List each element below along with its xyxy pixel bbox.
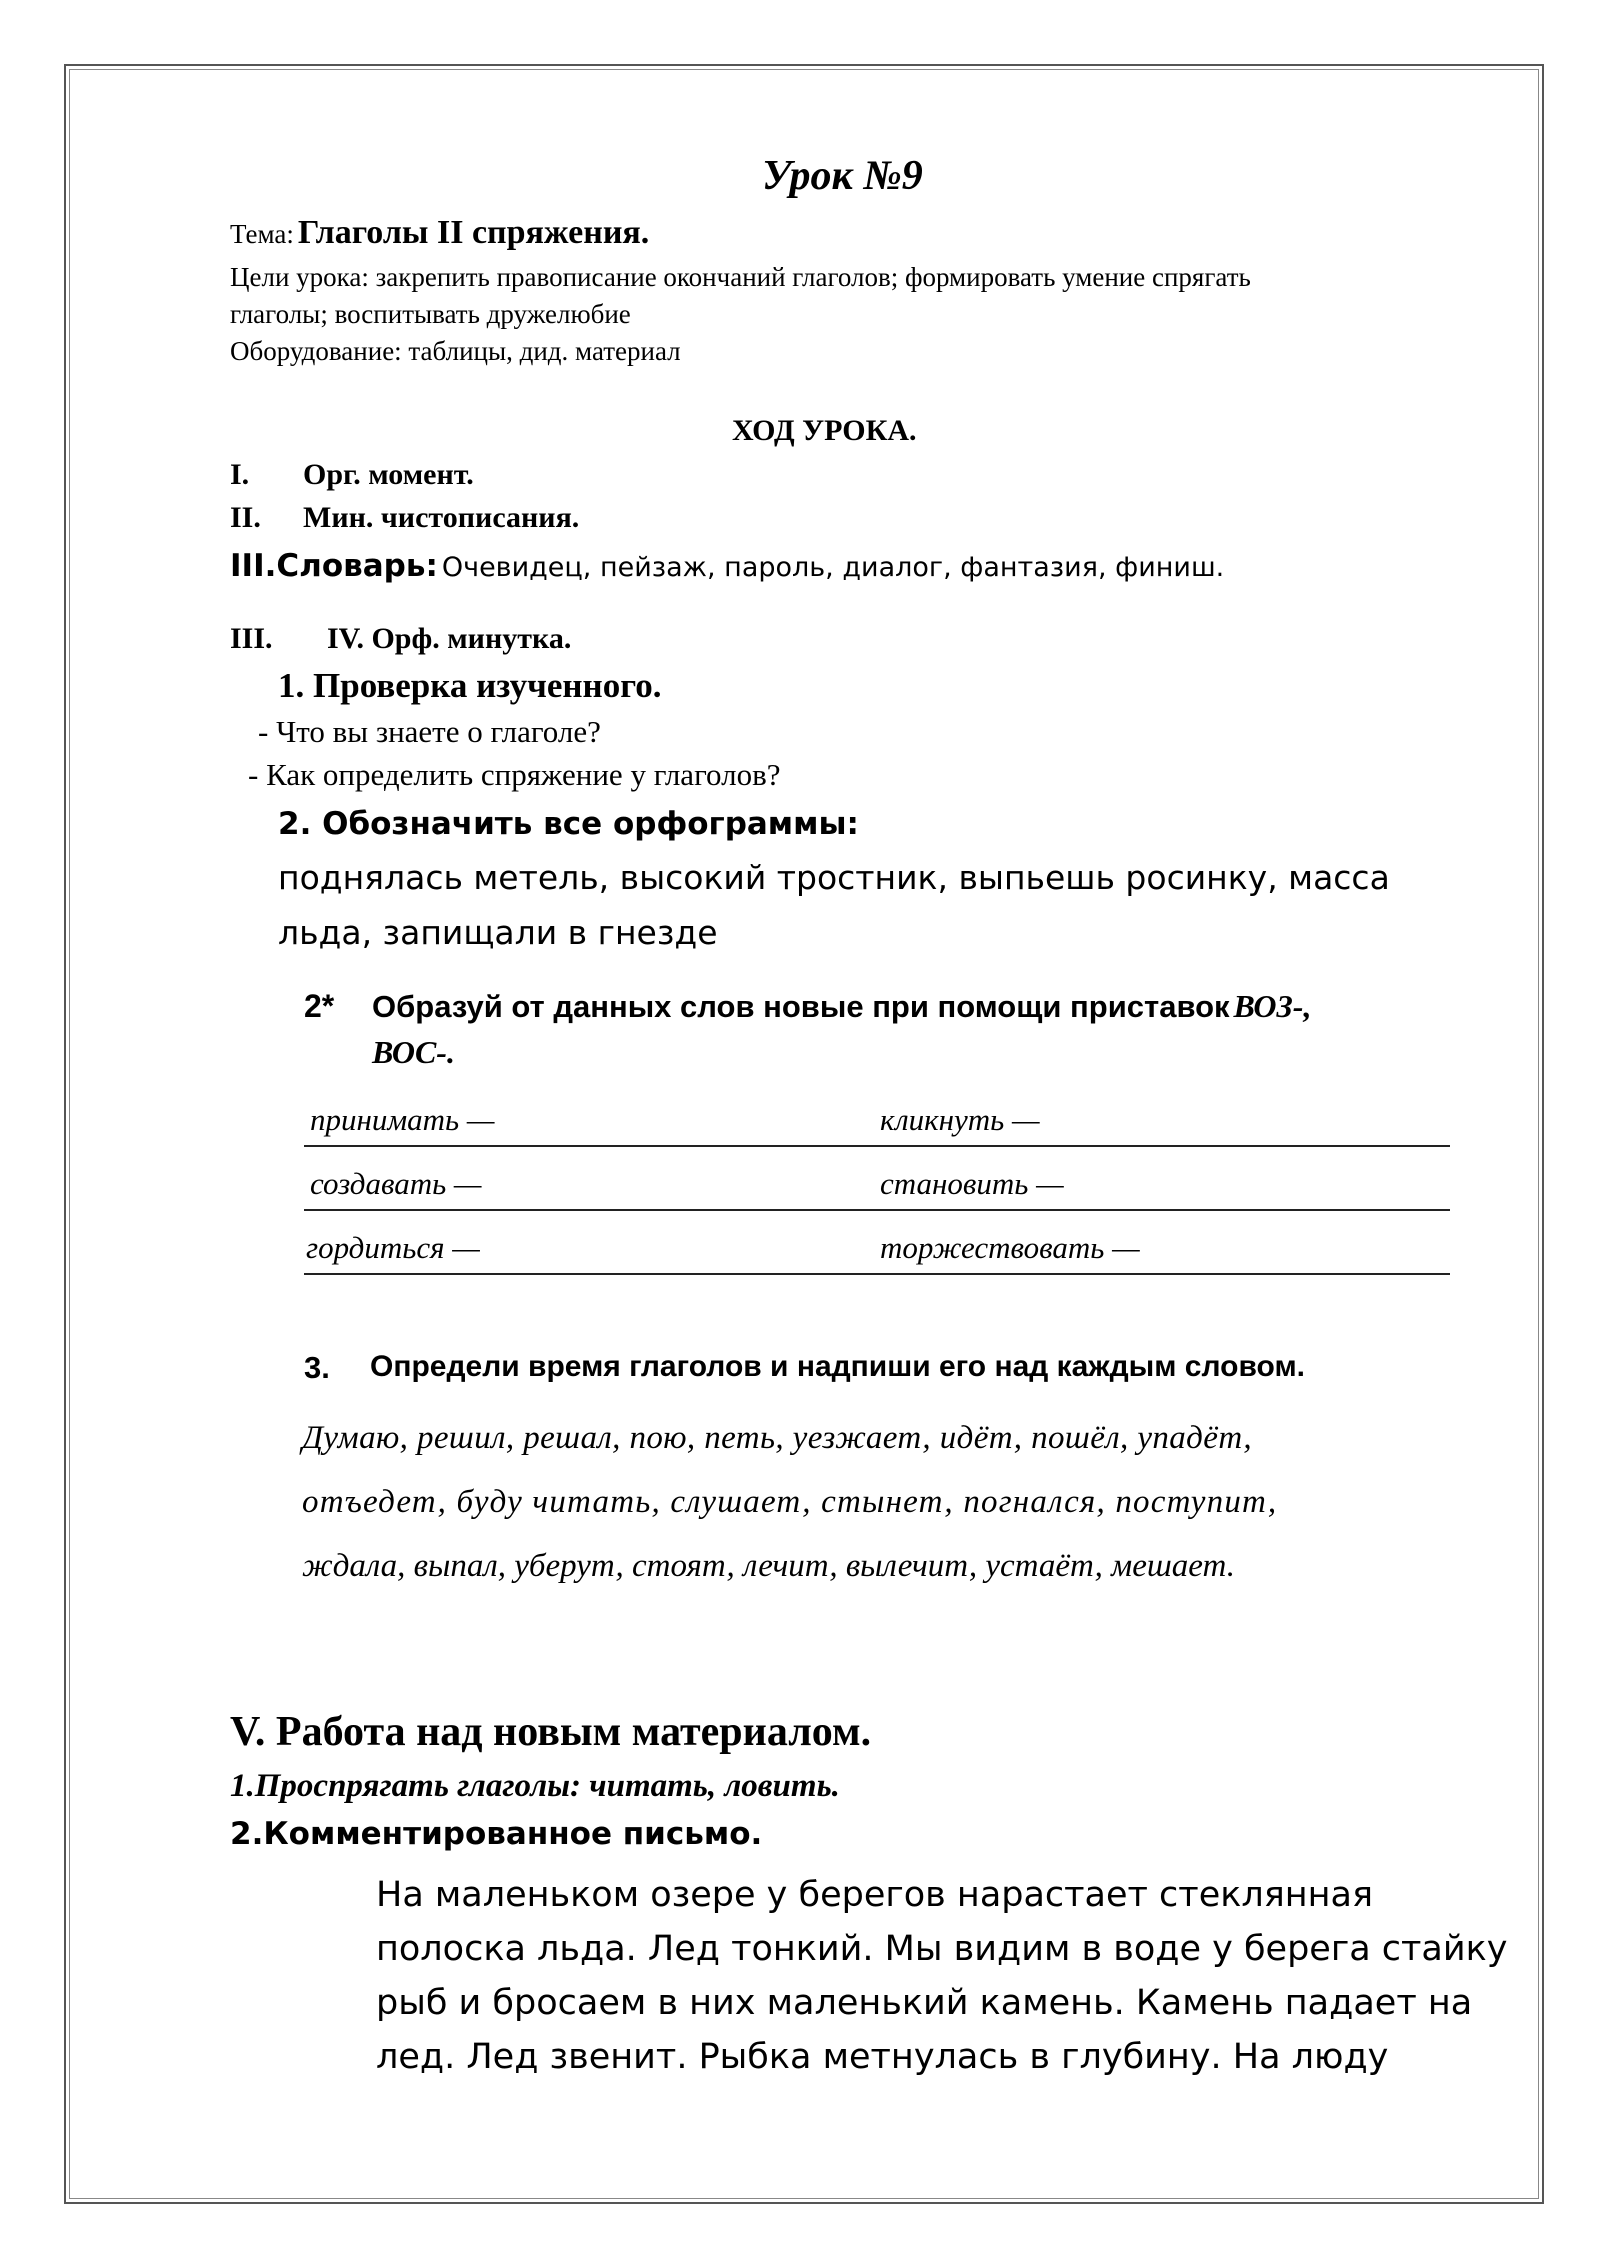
word-left-3: гордиться — <box>306 1230 480 1265</box>
answer-line-3 <box>304 1273 1450 1275</box>
verb-line-1: Думаю, решил, решал, пою, петь, уезжает, идёт, пошёл, упадёт, <box>302 1420 1253 1456</box>
answer-line-1 <box>304 1145 1450 1147</box>
plan-item-2-num: II. <box>230 501 261 534</box>
dictation-passage <box>376 1868 1516 2084</box>
plan-item-4-text: IV. Орф. минутка. <box>327 622 572 655</box>
verb-line-3: ждала, выпал, уберут, стоят, лечит, вылечит, устаёт, мешает. <box>302 1548 1235 1584</box>
task2star-instruction-line <box>372 988 1311 1025</box>
plan-item-3 <box>230 548 1224 584</box>
task2-line-1: поднялась метель, высокий тростник, выпьешь росинку, масса <box>278 858 1390 897</box>
plan-heading: ХОД УРОКА. <box>732 414 917 447</box>
task2star-prefix-2: ВОС-. <box>372 1034 455 1070</box>
review-question-2: - Как определить спряжение у глаголов? <box>248 757 781 792</box>
plan-item-1-text: Орг. момент. <box>303 458 474 491</box>
word-left-1: принимать — <box>310 1102 495 1137</box>
task2star-number: 2* <box>304 988 335 1024</box>
section5-sub-2: 2.Комментированное письмо. <box>230 1816 763 1852</box>
word-right-1: кликнуть — <box>880 1102 1040 1137</box>
topic-line <box>230 214 649 252</box>
task2star-instruction: Образуй от данных слов новые при помощи приставок <box>372 989 1230 1024</box>
word-left-2: создавать — <box>310 1166 482 1201</box>
plan-item-2-text: Мин. чистописания. <box>303 501 580 534</box>
passage-line-1: На маленьком озере у берегов нарастает стеклянная <box>376 1875 1374 1915</box>
section5-heading: V. Работа над новым материалом. <box>230 1709 872 1755</box>
word-right-3: торжествовать — <box>880 1230 1140 1265</box>
plan-item-1-num: I. <box>230 458 250 491</box>
section5-sub-1: 1.Проспрягать глаголы: читать, ловить. <box>230 1768 840 1804</box>
task2star-prefix-1: ВОЗ-, <box>1233 988 1312 1024</box>
passage-line-2: полоска льда. Лед тонкий. Мы видим в воде у берега стайку <box>376 1929 1508 1969</box>
dictionary-words: Очевидец, пейзаж, пароль, диалог, фантазия, финиш. <box>441 552 1225 583</box>
task3-number: 3. <box>304 1350 330 1385</box>
review-heading: 1. Проверка изученного. <box>278 666 662 705</box>
verb-line-2: отъедет, буду читать, слушает, стынет, погнался, поступит, <box>302 1484 1278 1520</box>
goals-line-1: Цели урока: закрепить правописание окончаний глаголов; формировать умение спрягать <box>230 262 1251 292</box>
task2-line-2: льда, запищали в гнезде <box>278 913 718 952</box>
review-question-1: - Что вы знаете о глаголе? <box>258 714 601 749</box>
passage-line-4: лед. Лед звенит. Рыбка метнулась в глубину. На люду <box>376 2037 1389 2077</box>
task3-instruction: Определи время глаголов и надпиши его над каждым словом. <box>370 1350 1305 1383</box>
plan-item-4-num: III. <box>230 622 273 655</box>
equipment-line: Оборудование: таблицы, дид. материал <box>230 336 681 366</box>
lesson-title: Урок №9 <box>762 153 923 199</box>
goals-line-2: глаголы; воспитывать дружелюбие <box>230 299 631 329</box>
dictionary-label: III.Словарь: <box>230 548 438 584</box>
answer-line-2 <box>304 1209 1450 1211</box>
word-right-2: становить — <box>880 1166 1064 1201</box>
topic-value: Глаголы II спряжения. <box>297 214 650 251</box>
topic-label: Тема: <box>230 219 294 249</box>
passage-line-3: рыб и бросаем в них маленький камень. Камень падает на <box>376 1983 1473 2023</box>
task2-heading: 2. Обозначить все орфограммы: <box>278 806 859 842</box>
